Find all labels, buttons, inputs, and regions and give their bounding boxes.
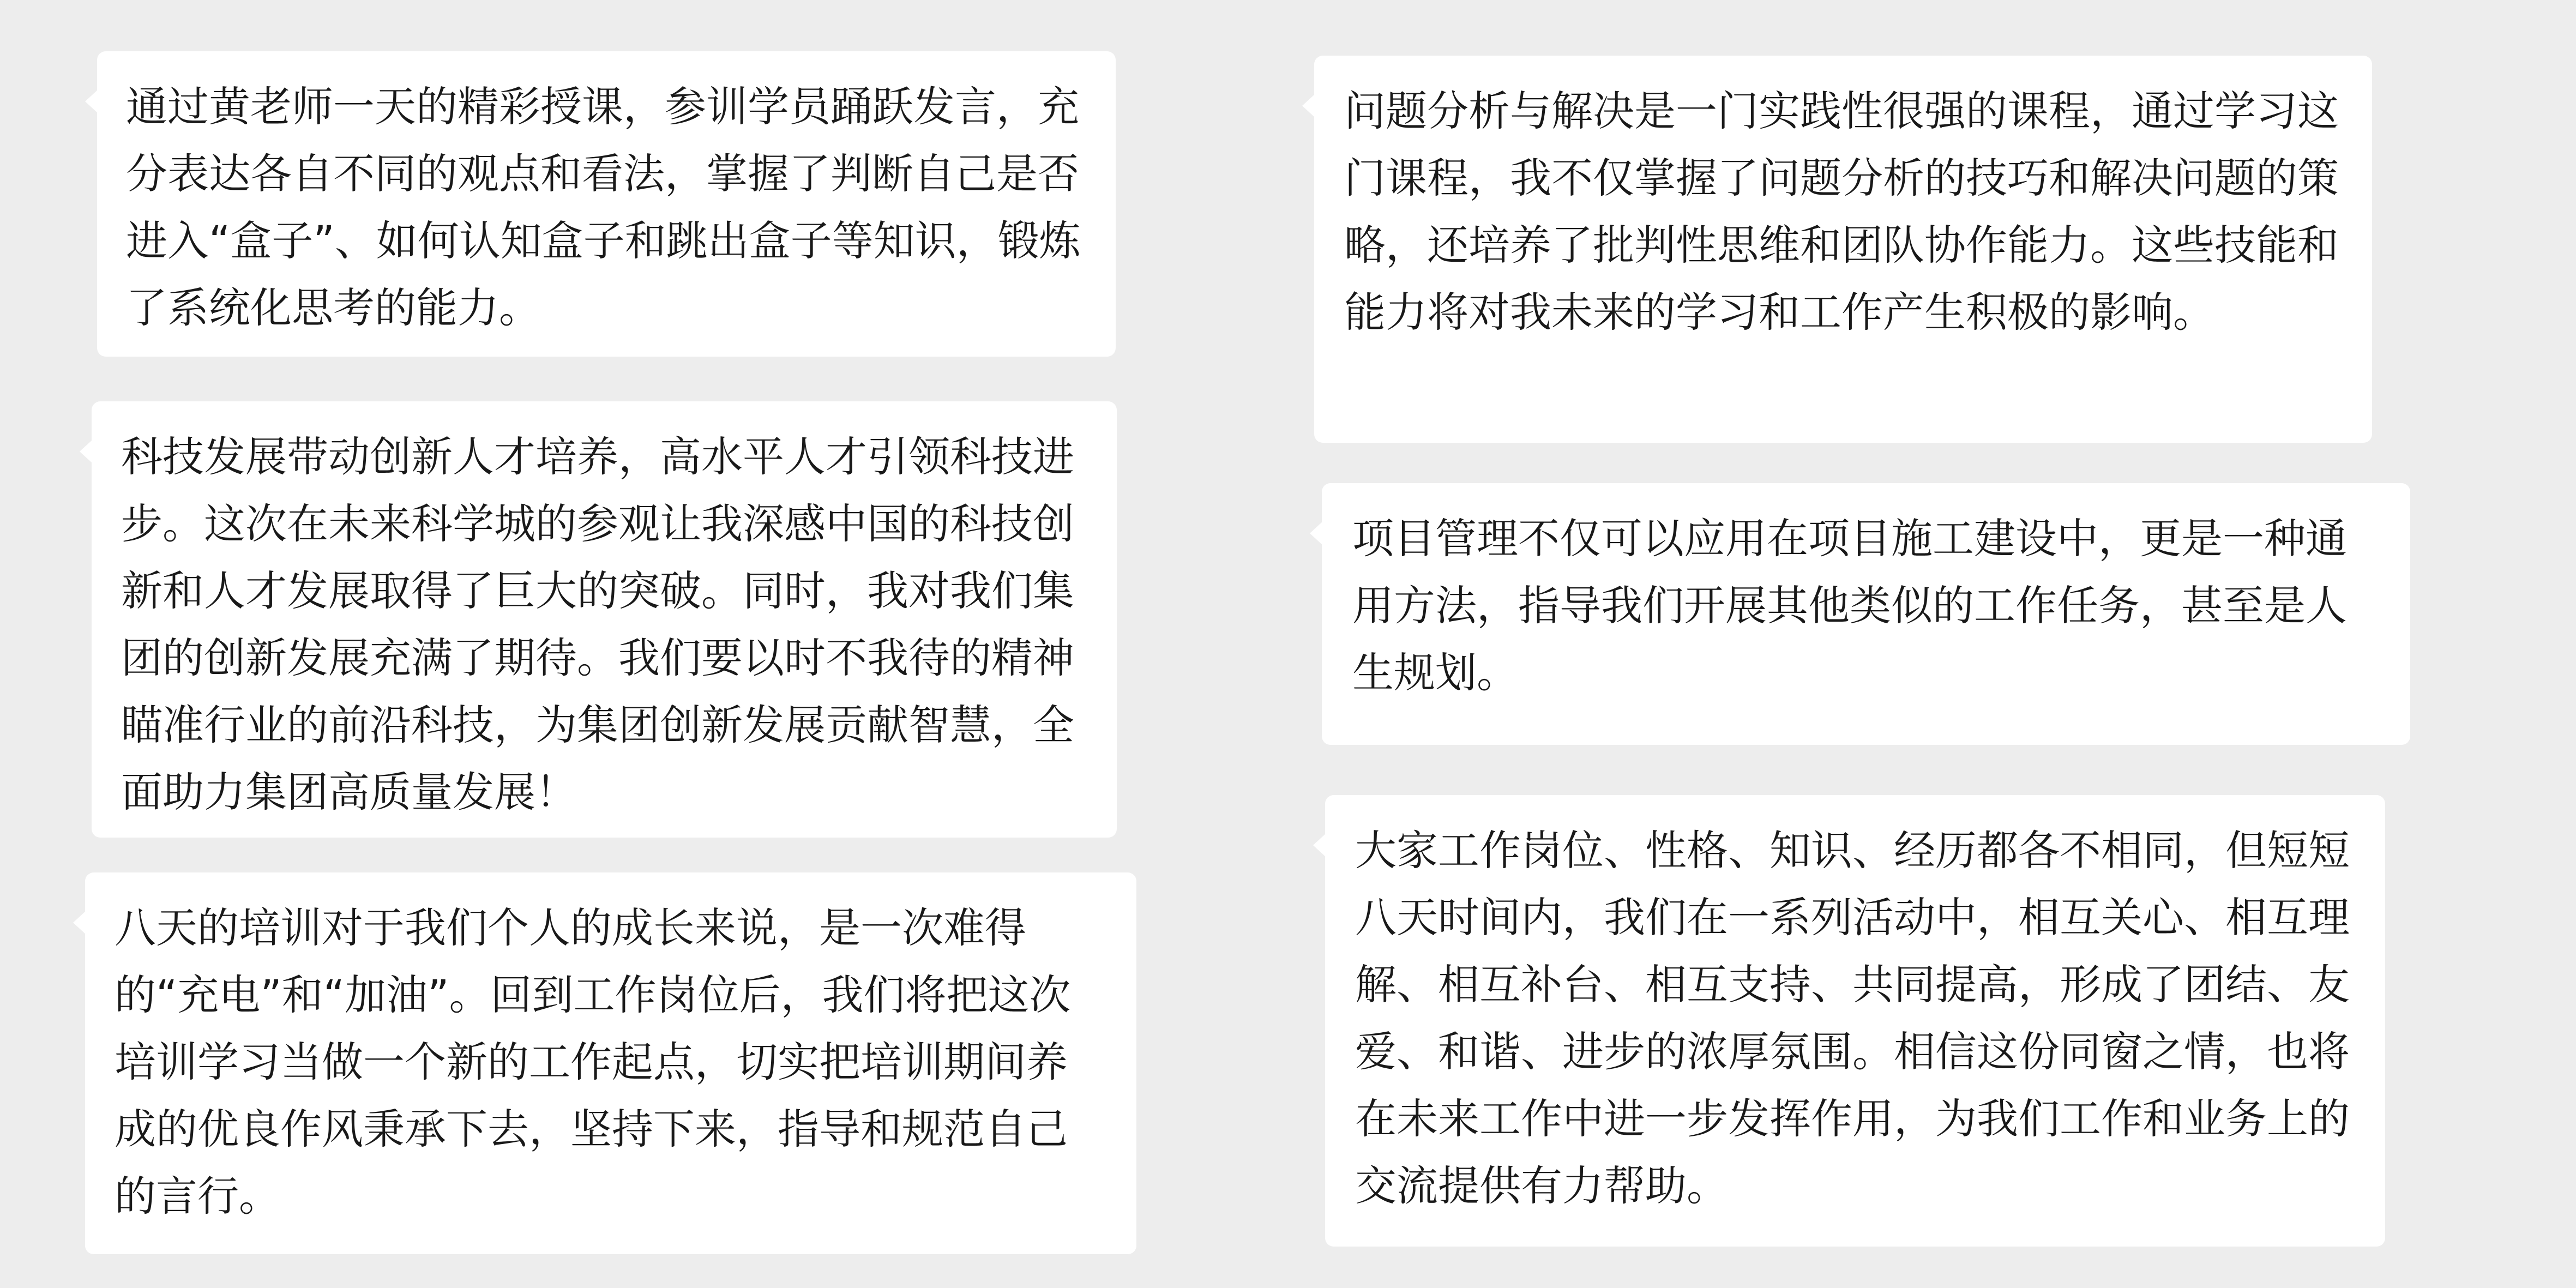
message-text: 科技发展带动创新人才培养，高水平人才引领科技进步。这次在未来科学城的参观让我深感中国的科技创新和人才发展取得了巨大的突破。同时，我对我们集团的创新发展充满了期待。我们要以时不我待的精神瞄准行业的前沿科技，为集团创新发展贡献智慧，全面助力集团高质量发展！ bbox=[121, 432, 1074, 816]
message-bubble-project-management bbox=[1322, 483, 2410, 745]
message-bubble-box-thinking-course bbox=[97, 51, 1116, 357]
message-bubble-future-science-city bbox=[92, 401, 1117, 838]
message-text: 八天的培训对于我们个人的成长来说，是一次难得的“充电”和“加油”。回到工作岗位后，我们将把这次培训学习当做一个新的工作起点，切实把培训期间养成的优良作风秉承下去，坚持下来，指导和规范自己的言行。 bbox=[115, 904, 1071, 1220]
message-text: 项目管理不仅可以应用在项目施工建设中，更是一种通用方法，指导我们开展其他类似的工作任务，甚至是人生规划。 bbox=[1352, 514, 2347, 697]
message-bubble-eight-day-training bbox=[85, 872, 1136, 1254]
message-bubble-problem-analysis-course bbox=[1314, 56, 2372, 443]
message-bubble-classmate-friendship bbox=[1325, 795, 2385, 1247]
message-text: 大家工作岗位、性格、知识、经历都各不相同，但短短八天时间内，我们在一系列活动中，相互关心、相互理解、相互补台、相互支持、共同提高，形成了团结、友爱、和谐、进步的浓厚氛围。相信这份同窗之情，也将在未来工作中进一步发挥作用，为我们工作和业务上的交流提供有力帮助。 bbox=[1355, 826, 2350, 1210]
message-text: 问题分析与解决是一门实践性很强的课程，通过学习这门课程，我不仅掌握了问题分析的技巧和解决问题的策略，还培养了批判性思维和团队协作能力。这些技能和能力将对我未来的学习和工作产生积极的影响。 bbox=[1344, 87, 2339, 336]
message-text: 通过黄老师一天的精彩授课，参训学员踊跃发言，充分表达各自不同的观点和看法，掌握了判断自己是否进入“盒子”、如何认知盒子和跳出盒子等知识，锻炼了系统化思考的能力。 bbox=[126, 82, 1081, 332]
